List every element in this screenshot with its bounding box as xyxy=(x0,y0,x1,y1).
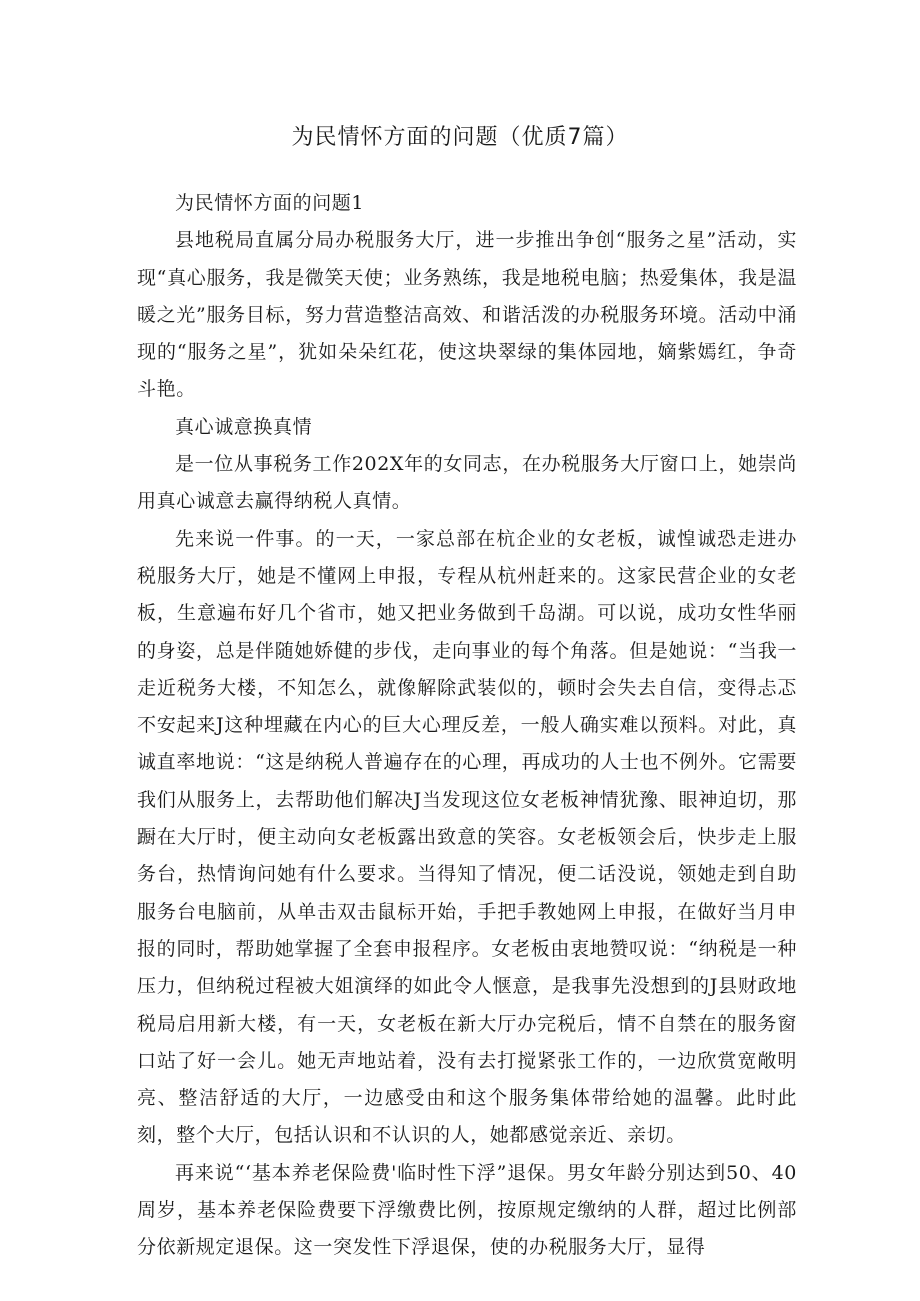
paragraph: 先来说一件事。的一天，一家总部在杭企业的女老板，诚惶诚恐走进办税服务大厅，她是不懂网上申报，专程从杭州赶来的。这家民营企业的女老板，生意遍布好几个省市，她又把业务做到千岛湖。可以说，成功女性华丽的身姿，总是伴随她娇健的步伐，走向事业的每个角落。但是她说：“当我一走近税务大楼，不知怎么，就像解除武装似的，顿时会失去自信，变得忐忑不安起来J这种埋藏在内心的巨大心理反差，一般人确实难以预料。对此，真诚直率地说：“这是纳税人普遍存在的心理，再成功的人士也不例外。它需要我们从服务上，去帮助他们解决J当发现这位女老板神情犹豫、眼神迫切，那蹰在大厅时，便主动向女老板露出致意的笑容。女老板领会后，快步走上服务台，热情询问她有什么要求。当得知了情况，便二话没说，领她走到自助服务台电脑前，从单击双击鼠标开始，手把手教她网上申报，在做好当月申报的同时，帮助她掌握了全套申报程序。女老板由衷地赞叹说：“纳税是一种压力，但纳税过程被大姐演绎的如此令人惬意，是我事先没想到的J县财政地税局启用新大楼，有一天，女老板在新大厅办完税后，情不自禁在的服务窗口站了好一会儿。她无声地站着，没有去打搅紧张工作的，一边欣赏宽敞明亮、整洁舒适的大厅，一边感受由和这个服务集体带给她的温馨。此时此刻，整个大厅，包括认识和不认识的人，她都感觉亲近、亲切。 xyxy=(137,527,797,1147)
document-body xyxy=(137,185,797,1267)
subsection-heading: 真心诚意换真情 xyxy=(175,415,313,438)
paragraph: 再来说“‘基本养老保险费'临时性下浮”退保。男女年龄分别达到50、40周岁，基本养老保险费要下浮缴费比例，按原规定缴纳的人群，超过比例部分依新规定退保。这一突发性下浮退保，使的办税服务大厅，显得 xyxy=(137,1161,797,1259)
paragraph: 是一位从事税务工作202X年的女同志，在办税服务大厅窗口上，她崇尚用真心诚意去赢得纳税人真情。 xyxy=(137,453,797,513)
section-heading: 为民情怀方面的问题1 xyxy=(175,192,365,214)
paragraph: 县地税局直属分局办税服务大厅，进一步推出争创“服务之星”活动，实现“真心服务，我是微笑天使；业务熟练，我是地税电脑；热爱集体，我是温暖之光”服务目标，努力营造整洁高效、和谐活泼的办税服务环境。活动中涌现的“服务之星”，犹如朵朵红花，使这块翠绿的集体园地，嫡紫嫣红，争奇斗艳。 xyxy=(137,229,797,401)
document-title: 为民情怀方面的问题（优质7篇） xyxy=(291,125,629,150)
